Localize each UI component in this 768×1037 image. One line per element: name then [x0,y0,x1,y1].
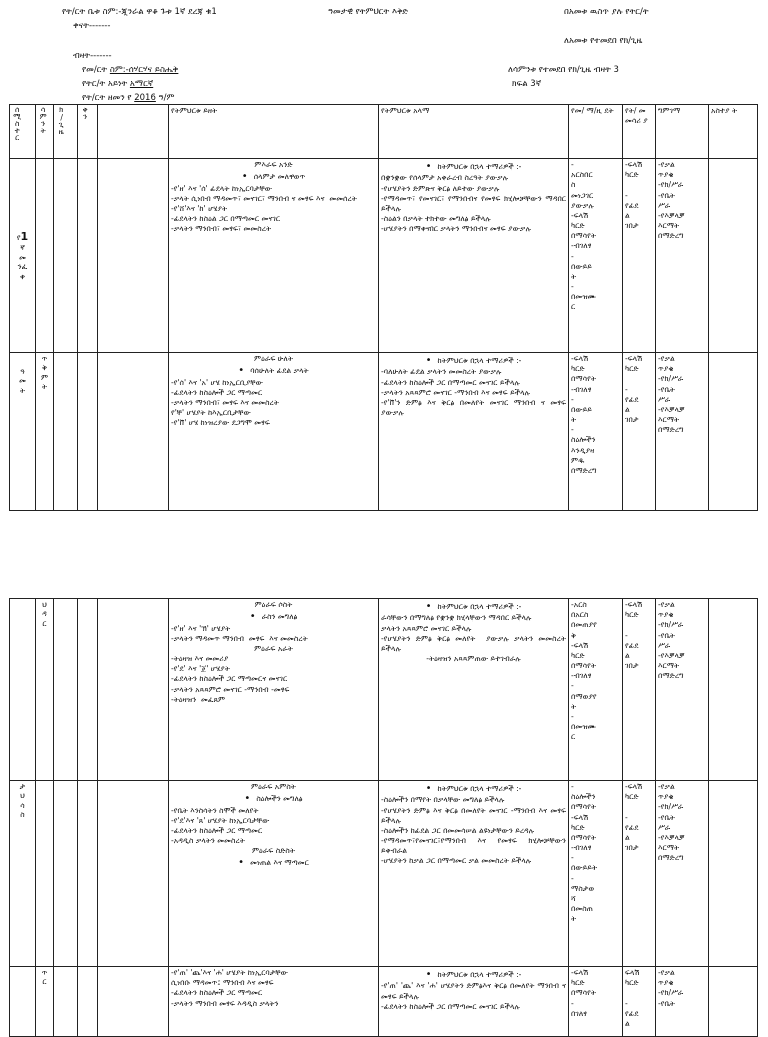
day-cell [78,781,98,967]
list-item: -ስዕሎችን ከፊደል ጋር በመመሳሠል ልዩነታቸውን ይረዳሉ [381,825,535,835]
table-row [10,781,758,967]
list-item: • ራስን መግለፅ [171,610,376,623]
content-cell [169,353,379,511]
list-item: ቃላትን አጻጻምሮ መናገር ይችላሉ [381,623,472,633]
list-item: -ፊደላትን ከስዕሎች ጋር ማጣመር [171,387,263,397]
remark-cell [709,159,758,353]
col-assessment: ግምገማ [656,105,709,159]
content-list [171,782,376,870]
list-item: ራሳቸውን በማግለፅ የቋንቋ ክሂላቸውን ማዳበር ይችላሉ [381,613,532,623]
month-cell [10,781,36,967]
objectives-list [381,968,569,1012]
list-item: • ከትምህርቱ በኋላ ተማሪዎች :- [381,354,566,367]
semester-prefix: የ [16,232,21,242]
list-item: -ባለሁለት ፊደል ቃላትን መመስረት ያውቃሉ [381,367,502,377]
annual-periods-value: ብዛት------- [73,51,112,61]
day-cell [78,599,98,781]
list-item: -የቤት እንስሳትን ስሞች መለየት [171,805,259,815]
teacher-prefix: የመ/ርት [82,65,110,75]
list-item: -ትዕዛዝን መፈጸም [171,694,226,704]
plan-table-2 [9,598,758,1037]
list-item: -ፊደላትን ከስዕሎች ጋር ማጣመርና መናገር [171,674,288,684]
day-cell [78,353,98,511]
assessment-cell: -የቃል ጥያቄ -የክ/ሥራ -የቤት ሥራ -የእቓላቓ እርማት በማድረግ [656,599,709,781]
col-month-label: ሰሚስተር [13,106,23,141]
assessment-cell: -የቃል ጥያቄ -የክ/ሥራ -የቤት ሥራ -የእቓላቓ እርማት በማድረግ [656,159,709,353]
day-cell [78,967,98,1037]
list-item: ምዕራፍ ሶስት [254,600,293,609]
table-row [10,159,758,353]
assessment-cell: -የቃል ጥያቄ -የክ/ሥራ -የቤት ሥራ -የእቓላቓ እርማት በማድረግ [656,353,709,511]
list-item: • መነጠል እና ማጣመር [171,856,376,869]
assessment-cell: -የቃል ጥያቄ -የክ/ሥራ -የቤት ሥራ -የእቓላቓ እርማት በማድረግ [656,781,709,967]
list-item: -የ'ዘ' እና 'ኽ' ሆሄያት [171,623,231,633]
col-period-label: ክ/ጊዜ [57,106,67,135]
list-item: የ'ቸ' ሆሄያት ከእኢርቢታቸው [171,408,251,418]
list-item: ምዕራፍ ሁለት [254,354,293,363]
list-item: -የ'ጠ' 'ጨ'እና 'ሐ' ሆሄያት ከነኢርባታቸው [171,968,288,977]
week-label: ጥ ቅ ም ት [40,354,49,392]
list-item: -ትዕዛዝን አጻጻምጠው ይተገብራሉ [426,654,521,664]
list-item: -የ'ዘ' እና 'ሰ' ፊደላት ከነኢርባታቸው [171,183,273,193]
col-materials: የት/ መ መሳሪ ያ [623,105,656,159]
month-label: ታ ህ ሳ ስ [19,782,26,820]
year-line [82,94,174,103]
list-item: • ከትምህርቱ በኋላ ተማሪዎች :- [381,782,566,795]
semester-word: ኛ መ ንፈ ቀ [17,243,28,281]
list-item: -የሆሄያትን ድምፅ እና ቅርፅ በመለየት መናገር -ማንበብ እና መፃፍ ይችላሉ [381,805,569,825]
list-item: • ከትምህርቱ በኋላ ተማሪዎች :- [381,160,566,173]
subject-prefix: የትር/ት አይነት [82,79,130,89]
month-cell [10,599,36,781]
table-row [10,967,758,1037]
list-item: -ቃላትን ማንበብ መፃፍ እዳዲስ ቃላትን [171,998,279,1008]
blank-cell [98,353,169,511]
semester-label [12,230,33,282]
remark-cell [709,781,758,967]
objectives-cell [379,599,569,781]
objectives-list [381,160,569,234]
list-item: -ሆሄያትን በማቀናበር ቃላትን ማንበብና መፃፍ ያውቃሉ [381,224,531,234]
objectives-cell [379,967,569,1037]
list-item: -የሆሄያትን ድምፅ ቅርፅ መለየት ያውቃሉ ቃላትን መመስረት ይችላሉ [381,633,569,653]
blank-cell [98,599,169,781]
list-item: • ከትምህርቱ በኋላ ተማሪዎች :- [381,600,566,613]
col-content: የትምህርቱ ይዘት [169,105,379,159]
method-cell: -አርስ በአርስ በመጠያየ ቅ -ፍላሽ ካርድ በማሳየት -ብገለፃ - በማወያየ ት - በመዝሙ ር [569,599,623,781]
materials-cell: -ፍላሽ ካርድ - የፊደ ል ገበታ [623,781,656,967]
list-item: • ስዕሎችን መግለፅ [171,792,376,805]
week-cell [36,599,54,781]
list-item: -የ'ሸ'እና 'ከ' ሆሄያት [171,203,228,213]
list-item: -ስዕልን በቃላት ተክተው መግለፅ ይችላሉ [381,214,491,224]
year-suffix: ዓ/ም [155,93,175,103]
content-list [171,968,376,1009]
list-item: -ቃላትን አጻጻምሮ መናገር -ማንበብ እና መፃፍ ይችላሉ [381,387,530,397]
week-label: ህ ዳ ር [42,600,47,628]
list-item: -የማዳመጥ፣ የመናገር፣ የማንበብና የመፃፍ ክሂሎቻቸውን ማዳበር ይችላሉ [381,193,569,213]
col-week [36,105,54,159]
remark-cell [709,599,758,781]
list-item: • ባሰሁለት ፊደል ቃላት [171,364,376,377]
list-item: -ሆሄያትን ከቃል ጋር በማጣመር ቃል መመስረት ይችላሉ [381,856,532,866]
school-name: የት/ርት ቤቱ ስም:-ጂንራል ዋቆ ጉቱ 1ኛ ደረጃ ቁ1 [62,7,217,17]
day-cell [78,159,98,353]
period-cell [54,599,78,781]
content-cell [169,781,379,967]
document-title: ዓመታዊ የትምህርት እቅድ [328,7,409,17]
list-item: -ፊደላትን ከስዕሎች ጋር ማጣመር [171,988,263,998]
content-cell [169,599,379,781]
content-list [171,354,376,428]
list-item: -ፊደላትን ከስዕል ጋር በማጣመር መናገር [171,214,281,224]
list-item: -የማዳመጥ፣የመናገር፣የማንበብ እና የመፃፍ ክሂሎቻቸውን ይቀብራል [381,836,569,856]
table-row [10,599,758,781]
objectives-list [381,782,569,867]
list-item: -ፊደላትን ከስዕሎች ጋር በማጣመር መናገር ይችላሉ [381,377,520,387]
weekly-periods: ለሳምንቱ የተመደበ የክ/ጊዜ ብዛት 3 [508,65,619,75]
month-cell [10,353,36,511]
list-item: • ሰላምታ መለዋወጥ [171,170,376,183]
week-cell [36,353,54,511]
subject-line [82,80,153,89]
month-cell [10,159,36,353]
list-item: -የ'ደ'እና 'ጸ' ሆሄያት ከነኢርባታቸው [171,815,270,825]
materials-cell: ፍላሽ ካርድ - የፊደ ል [623,967,656,1037]
content-list [171,600,376,705]
list-item: ምዕራፍ ስድስት [251,846,296,856]
list-item: -ፊደላትን ከስዕሎች ጋር ማጣመር [171,825,263,835]
blank-cell [98,781,169,967]
col-month [10,105,36,159]
teacher-name: ስም:-ሰሃርሃና ይስሔቅ [109,65,179,75]
list-item: -የሆሄያትን ድምጽና ቅርፅ ለይተው ያውቃሉ [381,183,500,193]
objectives-cell [379,159,569,353]
subject-name: አማርኛ [129,79,154,89]
col-objectives: የትምህርቱ አላማ [379,105,569,159]
list-item: -የ'ቨ' ሆሄ ከነዝረያው ደጋግሞ መፃፍ [171,418,270,428]
col-day [78,105,98,159]
content-cell [169,159,379,353]
list-item: -ቃላትን ማንበብ፣ መፃፍ፣ መመስረት [171,224,272,234]
method-cell: - ስዕሎችን በማሳየት -ፍላሽ ካርድ በማሳየት -ብገለፃ - በውይይት - ማስታወ ሻ በመስጠ ት [569,781,623,967]
period-cell [54,781,78,967]
year-value: 2016 [134,93,156,103]
col-day-label: ቀን [81,106,91,120]
list-item: -ቃላት ሲነበብ ማዳመጥ፣ መናገር፣ ማንበብ ና መፃፍ እና መመሰረት [171,193,357,203]
list-item: -የ'ቨ'ን ድምፅ እና ቅርፅ በመለየት መናገር ማንበብ ና መፃፍ ያውቃሉ [381,397,569,418]
assessment-cell: -የቃል ጥያቄ -የክ/ሥራ -የቤት [656,967,709,1037]
year-prefix: የት/ርት ዘመን የ [82,93,135,103]
col-remark: አስተያ ት [709,105,758,159]
teacher-line [82,66,178,75]
col-week-label: ሳምንት [39,106,49,134]
blank-cell [98,159,169,353]
list-item: • ከትምህርቱ በኋላ ተማሪዎች :- [381,968,566,981]
blank-cell [98,967,169,1037]
list-item: ምዕራፍ አራት [254,643,293,653]
month-label: ዓ መ ት [19,367,26,395]
objectives-list [381,600,569,664]
school-days-value: ቀናት------- [73,21,111,31]
list-item: ሲነበቡ ማዳመጥ፤ ማንበብ እና መፃፍ [171,978,274,988]
semester-number: 1 [20,229,29,243]
list-item: ምእራፍ አንድ [254,160,293,169]
content-list [171,160,376,234]
week-cell [36,159,54,353]
list-item: -ቃላትን ማንበብ፣ መፃፍ እና መመስረት [171,397,279,407]
content-cell [169,967,379,1037]
grade-label: ክፍል 3ኛ [512,79,542,89]
col-blank [98,105,169,159]
method-cell: -ፍላሽ ካርድ በማሳየት - በገለፃ [569,967,623,1037]
remark-cell [709,967,758,1037]
remark-cell [709,353,758,511]
method-cell: - አርስበር ስ መነጋገር ያውቃሉ -ፍላሽ ካርድ በማሳየት -ብገለፃ - በውይይ ት - በመዝሙ ር [569,159,623,353]
month-cell [10,967,36,1037]
materials-cell: -ፍላሽ ካርድ - የፊደ ል ገበታ [623,159,656,353]
materials-cell: -ፍላሽ ካርድ - የፊደ ል ገበታ [623,353,656,511]
method-cell: -ፍላሽ ካርድ በማሳየት -ብገለፃ - በውይይ ት - ስዕሎችን እንዲያዛ ምዱ በማድረግ [569,353,623,511]
table-row [10,353,758,511]
header-row [10,105,758,159]
period-cell [54,353,78,511]
list-item: ምዕራፍ አምስት [251,782,296,791]
list-item: -የ'ሰ' እና 'አ' ሆሄ ከነኢርቢያቸው [171,377,263,387]
period-cell [54,967,78,1037]
list-item: -ፊደላትን ከስዕሎች ጋር በማጣመር መናገር ይችላሉ [381,1001,520,1011]
period-cell [54,159,78,353]
list-item: በቋንቋው የሰላምታ አቀራረብ ስረዓት ያውቃሉ [381,173,509,183]
objectives-list [381,354,569,418]
plan-table-1 [9,104,758,511]
col-period [54,105,78,159]
col-method: የመ/ ማ/ዚ ደት [569,105,623,159]
week-label: ጥ ር [41,968,48,987]
list-item: -የ'ደ' እና 'ጀ' ሆሄያት [171,664,230,674]
list-item: -ትዕዛዝ እና መመሪያ [171,654,229,664]
school-days-label: በአመቱ ዉስጥ ያሉ የትር/ት [564,7,649,17]
annual-periods-label: ለአመቱ የተመደበ የክ/ጊዜ [564,36,643,46]
list-item: -ቃላትን ማዳመጥ ማንበብ መፃፍ እና መመስረት [171,633,308,643]
week-cell [36,967,54,1037]
list-item: -ቃላትን አጻጻምሮ መናገር -ማንበብ -መፃፍ [171,684,290,694]
objectives-cell [379,781,569,967]
list-item: -አዳዲስ ቃላትን መመስረት [171,836,245,846]
materials-cell: -ፍላሽ ካርድ - የፊደ ል ገበታ [623,599,656,781]
list-item: -የ'ጠ' 'ጨ' እና 'ሐ' ሆሄያትን ድምፅእና ቅርፅ በመለየት ማንበብ ና መፃፍ ይችላሉ [381,981,569,1001]
objectives-cell [379,353,569,511]
list-item: -ስዕሎችን በማየት በቃላቸው መግለፅ ይችላሉ [381,795,505,805]
week-cell [36,781,54,967]
